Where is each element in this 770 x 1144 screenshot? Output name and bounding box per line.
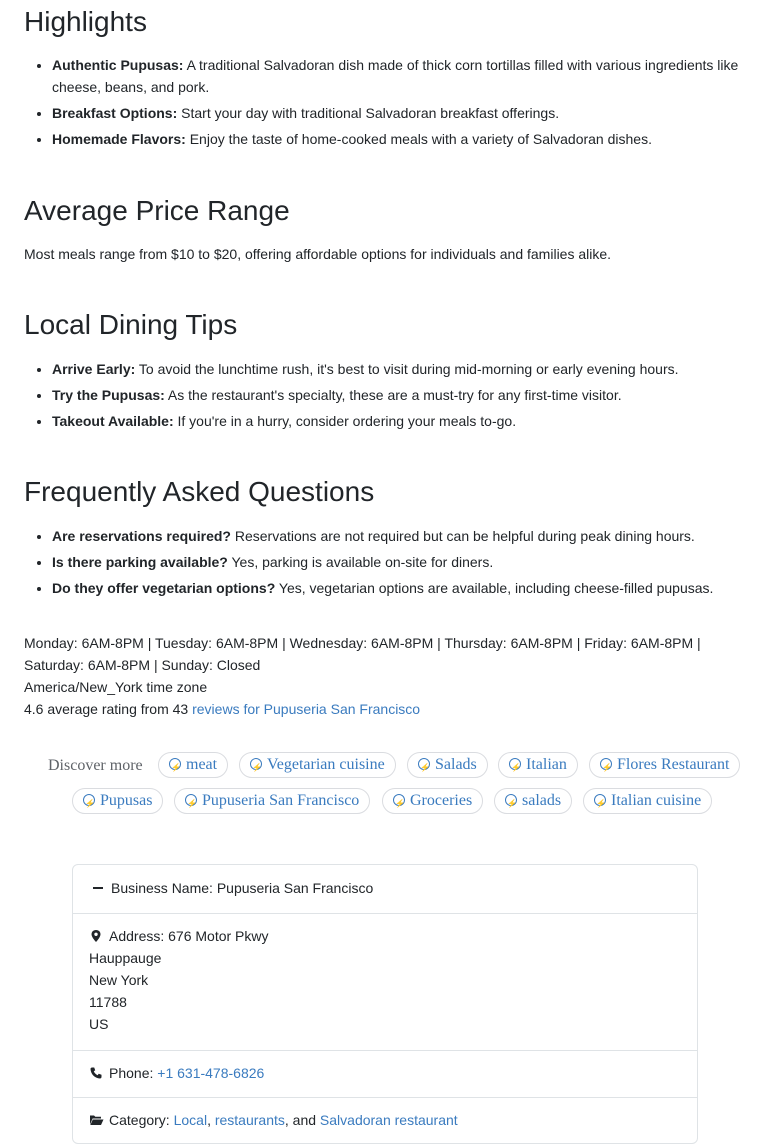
phone-icon bbox=[89, 1064, 103, 1078]
phone-label: Phone: bbox=[109, 1065, 158, 1081]
bolt-icon bbox=[185, 794, 197, 806]
address-state: New York bbox=[89, 972, 149, 988]
bolt-icon bbox=[505, 794, 517, 806]
rating: 4.6 average rating from 43 reviews for Pupuseria San Francisco bbox=[24, 701, 421, 717]
bolt-icon bbox=[418, 758, 430, 770]
bolt-icon bbox=[169, 758, 181, 770]
business-name: Business Name: Pupuseria San Francisco bbox=[111, 880, 374, 896]
bolt-icon bbox=[594, 794, 606, 806]
hours-line-2: Saturday: 6AM-8PM | Sunday: Closed bbox=[24, 657, 261, 673]
opening-hours bbox=[24, 632, 746, 720]
price-heading: Average Price Range bbox=[24, 195, 290, 226]
discover-chip[interactable]: ⚡Pupusas bbox=[72, 788, 163, 814]
discover-chip[interactable]: ⚡ Vegetarian cuisine bbox=[239, 752, 396, 778]
discover-chip[interactable]: ⚡ Italian bbox=[498, 752, 578, 778]
list-item: • Are reservations required? Reservations are not required but can be helpful during peak dining hours. bbox=[52, 525, 770, 547]
list-item: • Is there parking available? Yes, parking is available on-site for diners. bbox=[52, 551, 770, 573]
bolt-icon bbox=[600, 758, 612, 770]
phone-row bbox=[73, 1050, 697, 1098]
discover-chip[interactable]: ⚡ Groceries bbox=[382, 788, 483, 814]
phone-link[interactable]: +1 631-478-6826 bbox=[157, 1065, 265, 1081]
minus-icon bbox=[91, 879, 105, 893]
faq-list bbox=[24, 525, 770, 603]
bolt-icon bbox=[393, 794, 405, 806]
category-row: Category: Local, restaurants, and Salvadoran restaurant bbox=[73, 1097, 697, 1143]
highlights-heading: Highlights bbox=[24, 6, 147, 37]
address-street: Address: 676 Motor Pkwy bbox=[109, 928, 269, 944]
address-country: US bbox=[89, 1016, 109, 1032]
discover-chip[interactable]: ⚡ salads bbox=[494, 788, 572, 814]
price-text: Most meals range from $10 to $20, offering affordable options for individuals and families alike. bbox=[24, 246, 612, 262]
list-item: • Arrive Early: To avoid the lunchtime rush, it's best to visit during mid-morning or early evening hours. bbox=[52, 358, 770, 380]
list-item: • Do they offer vegetarian options? Yes, vegetarian options are available, including cheese-filled pupusas. bbox=[52, 577, 770, 599]
reviews-link[interactable]: reviews for Pupuseria San Francisco bbox=[192, 701, 421, 717]
discover-chip[interactable]: ⚡ meat bbox=[158, 752, 228, 778]
address-zip: 11788 bbox=[89, 994, 127, 1010]
discover-chip[interactable]: ⚡ Salads bbox=[407, 752, 488, 778]
timezone: America/New_York time zone bbox=[24, 679, 208, 695]
discover-more-label: Discover more bbox=[48, 757, 143, 774]
category-link-restaurants[interactable]: restaurants bbox=[214, 1112, 285, 1128]
discover-chip[interactable]: ⚡ Pupuseria San Francisco bbox=[174, 788, 370, 814]
address-row bbox=[73, 913, 697, 1051]
address-city: Hauppauge bbox=[89, 950, 162, 966]
tips-heading: Local Dining Tips bbox=[24, 309, 238, 340]
business-card bbox=[72, 864, 698, 1144]
bolt-icon bbox=[83, 794, 95, 806]
tips-list bbox=[24, 358, 770, 436]
list-item: • Takeout Available: If you're in a hurry, consider ordering your meals to-go. bbox=[52, 410, 770, 432]
business-name-row[interactable] bbox=[73, 865, 697, 914]
category-link-local[interactable]: Local bbox=[173, 1112, 208, 1128]
category-link-salvadoran[interactable]: Salvadoran restaurant bbox=[319, 1112, 458, 1128]
discover-chip[interactable]: ⚡ Italian cuisine bbox=[583, 788, 712, 814]
bolt-icon bbox=[509, 758, 521, 770]
hours-line-1: Monday: 6AM-8PM | Tuesday: 6AM-8PM | Wednesday: 6AM-8PM | Thursday: 6AM-8PM | Friday: 6AM-8PM | bbox=[24, 635, 701, 651]
highlights-list bbox=[24, 54, 770, 154]
list-item: • Homemade Flavors: Enjoy the taste of home-cooked meals with a variety of Salvadoran dishes. bbox=[52, 128, 770, 150]
discover-chip[interactable]: ⚡ Flores Restaurant bbox=[589, 752, 740, 778]
bolt-icon bbox=[250, 758, 262, 770]
map-pin-icon bbox=[89, 927, 103, 941]
folder-open-icon bbox=[89, 1111, 103, 1125]
faq-heading: Frequently Asked Questions bbox=[24, 476, 375, 507]
list-item: • Authentic Pupusas: A traditional Salvadoran dish made of thick corn tortillas filled with various ingredients like cheese, beans, and pork. bbox=[52, 54, 770, 98]
category-label: Category: bbox=[109, 1112, 174, 1128]
list-item: • Breakfast Options: Start your day with traditional Salvadoran breakfast offerings. bbox=[52, 102, 770, 124]
list-item: • Try the Pupusas: As the restaurant's specialty, these are a must-try for any first-time visitor. bbox=[52, 384, 770, 406]
